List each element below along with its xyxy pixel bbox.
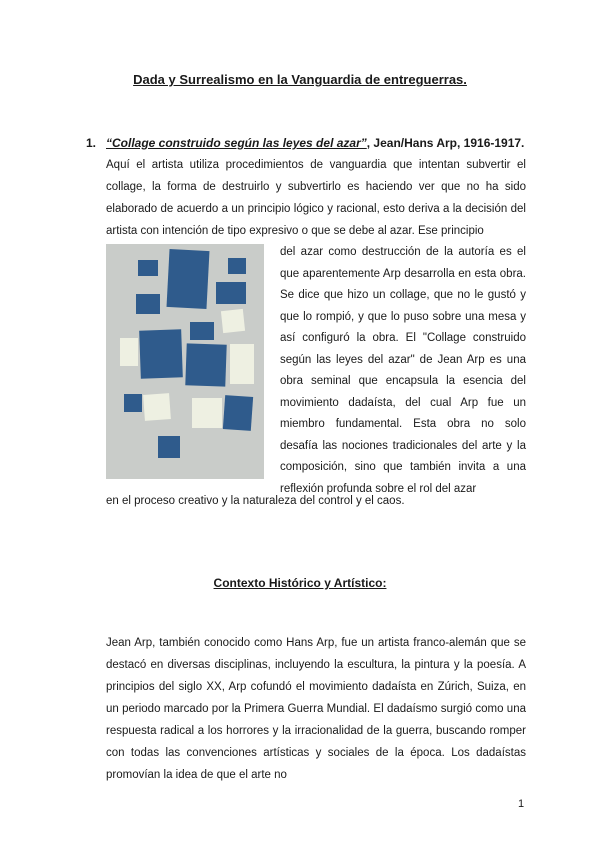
collage-square: [120, 338, 138, 366]
artwork-title: “Collage construido según las leyes del azar”: [106, 136, 367, 150]
collage-square: [143, 393, 171, 421]
collage-square: [223, 395, 253, 431]
paragraph-intro: Aquí el artista utiliza procedimientos de vanguardia que intentan subvertir el collage, la forma de destruirlo y subvertirlo es haciendo ver que no ha sido elaborado de acuerdo a un principio lógico y racional, esto deriva a la decisión del artista con intención de tipo expresivo o que se debe al azar. Ese principio: [106, 159, 526, 237]
collage-square: [139, 329, 183, 378]
collage-square: [192, 398, 222, 428]
collage-square: [230, 344, 254, 384]
collage-image: [106, 244, 264, 479]
collage-square: [136, 294, 160, 314]
collage-square: [190, 322, 214, 340]
paragraph-wrap-text: del azar como destrucción de la autoría es el que aparentemente Arp desarrolla en esta obra. Se dice que hizo un collage, que no le gustó y que lo rompió, y que lo puso sobre una mesa y así configuró la obra. El "Collage construido según las leyes del azar" de Jean Arp es una obra seminal que encapsula la esencia del movimiento dadaísta, del cual Arp fue un miembro fundamental. Esta obra no solo desafía las nociones tradicionales del arte y la composición, sino que también invita a una reflexión profunda sobre el rol del azar: [280, 246, 526, 495]
collage-square: [124, 394, 142, 412]
collage-square: [185, 343, 226, 386]
paragraph-tail: en el proceso creativo y la naturaleza del control y el caos.: [106, 495, 405, 507]
collage-square: [158, 436, 180, 458]
artwork-heading: [106, 136, 524, 150]
paragraph-context: Jean Arp, también conocido como Hans Arp, fue un artista franco-alemán que se destacó en diversas disciplinas, incluyendo la escultura, la pintura y la poesía. A principios del siglo XX, Arp cofundó el movimiento dadaísta en Zúrich, Suiza, en un periodo marcado por la Primera Guerra Mundial. El dadaísmo surgió como una respuesta radical a los horrores y la irracionalidad de la guerra, buscando romper con todas las convenciones artísticas y sociales de la época. Los dadaístas promovían la idea de que el arte no: [106, 637, 526, 781]
list-number: 1.: [86, 136, 97, 150]
collage-square: [167, 249, 210, 309]
collage-square: [216, 282, 246, 304]
page-number: 1: [518, 798, 525, 810]
collage-square: [138, 260, 158, 276]
collage-square: [228, 258, 246, 274]
artist-date: , Jean/Hans Arp, 1916-1917.: [366, 136, 525, 150]
document-title: Dada y Surrealismo en la Vanguardia de entreguerras.: [133, 72, 467, 87]
collage-square: [221, 309, 245, 333]
section-heading: Contexto Histórico y Artístico:: [213, 576, 387, 590]
